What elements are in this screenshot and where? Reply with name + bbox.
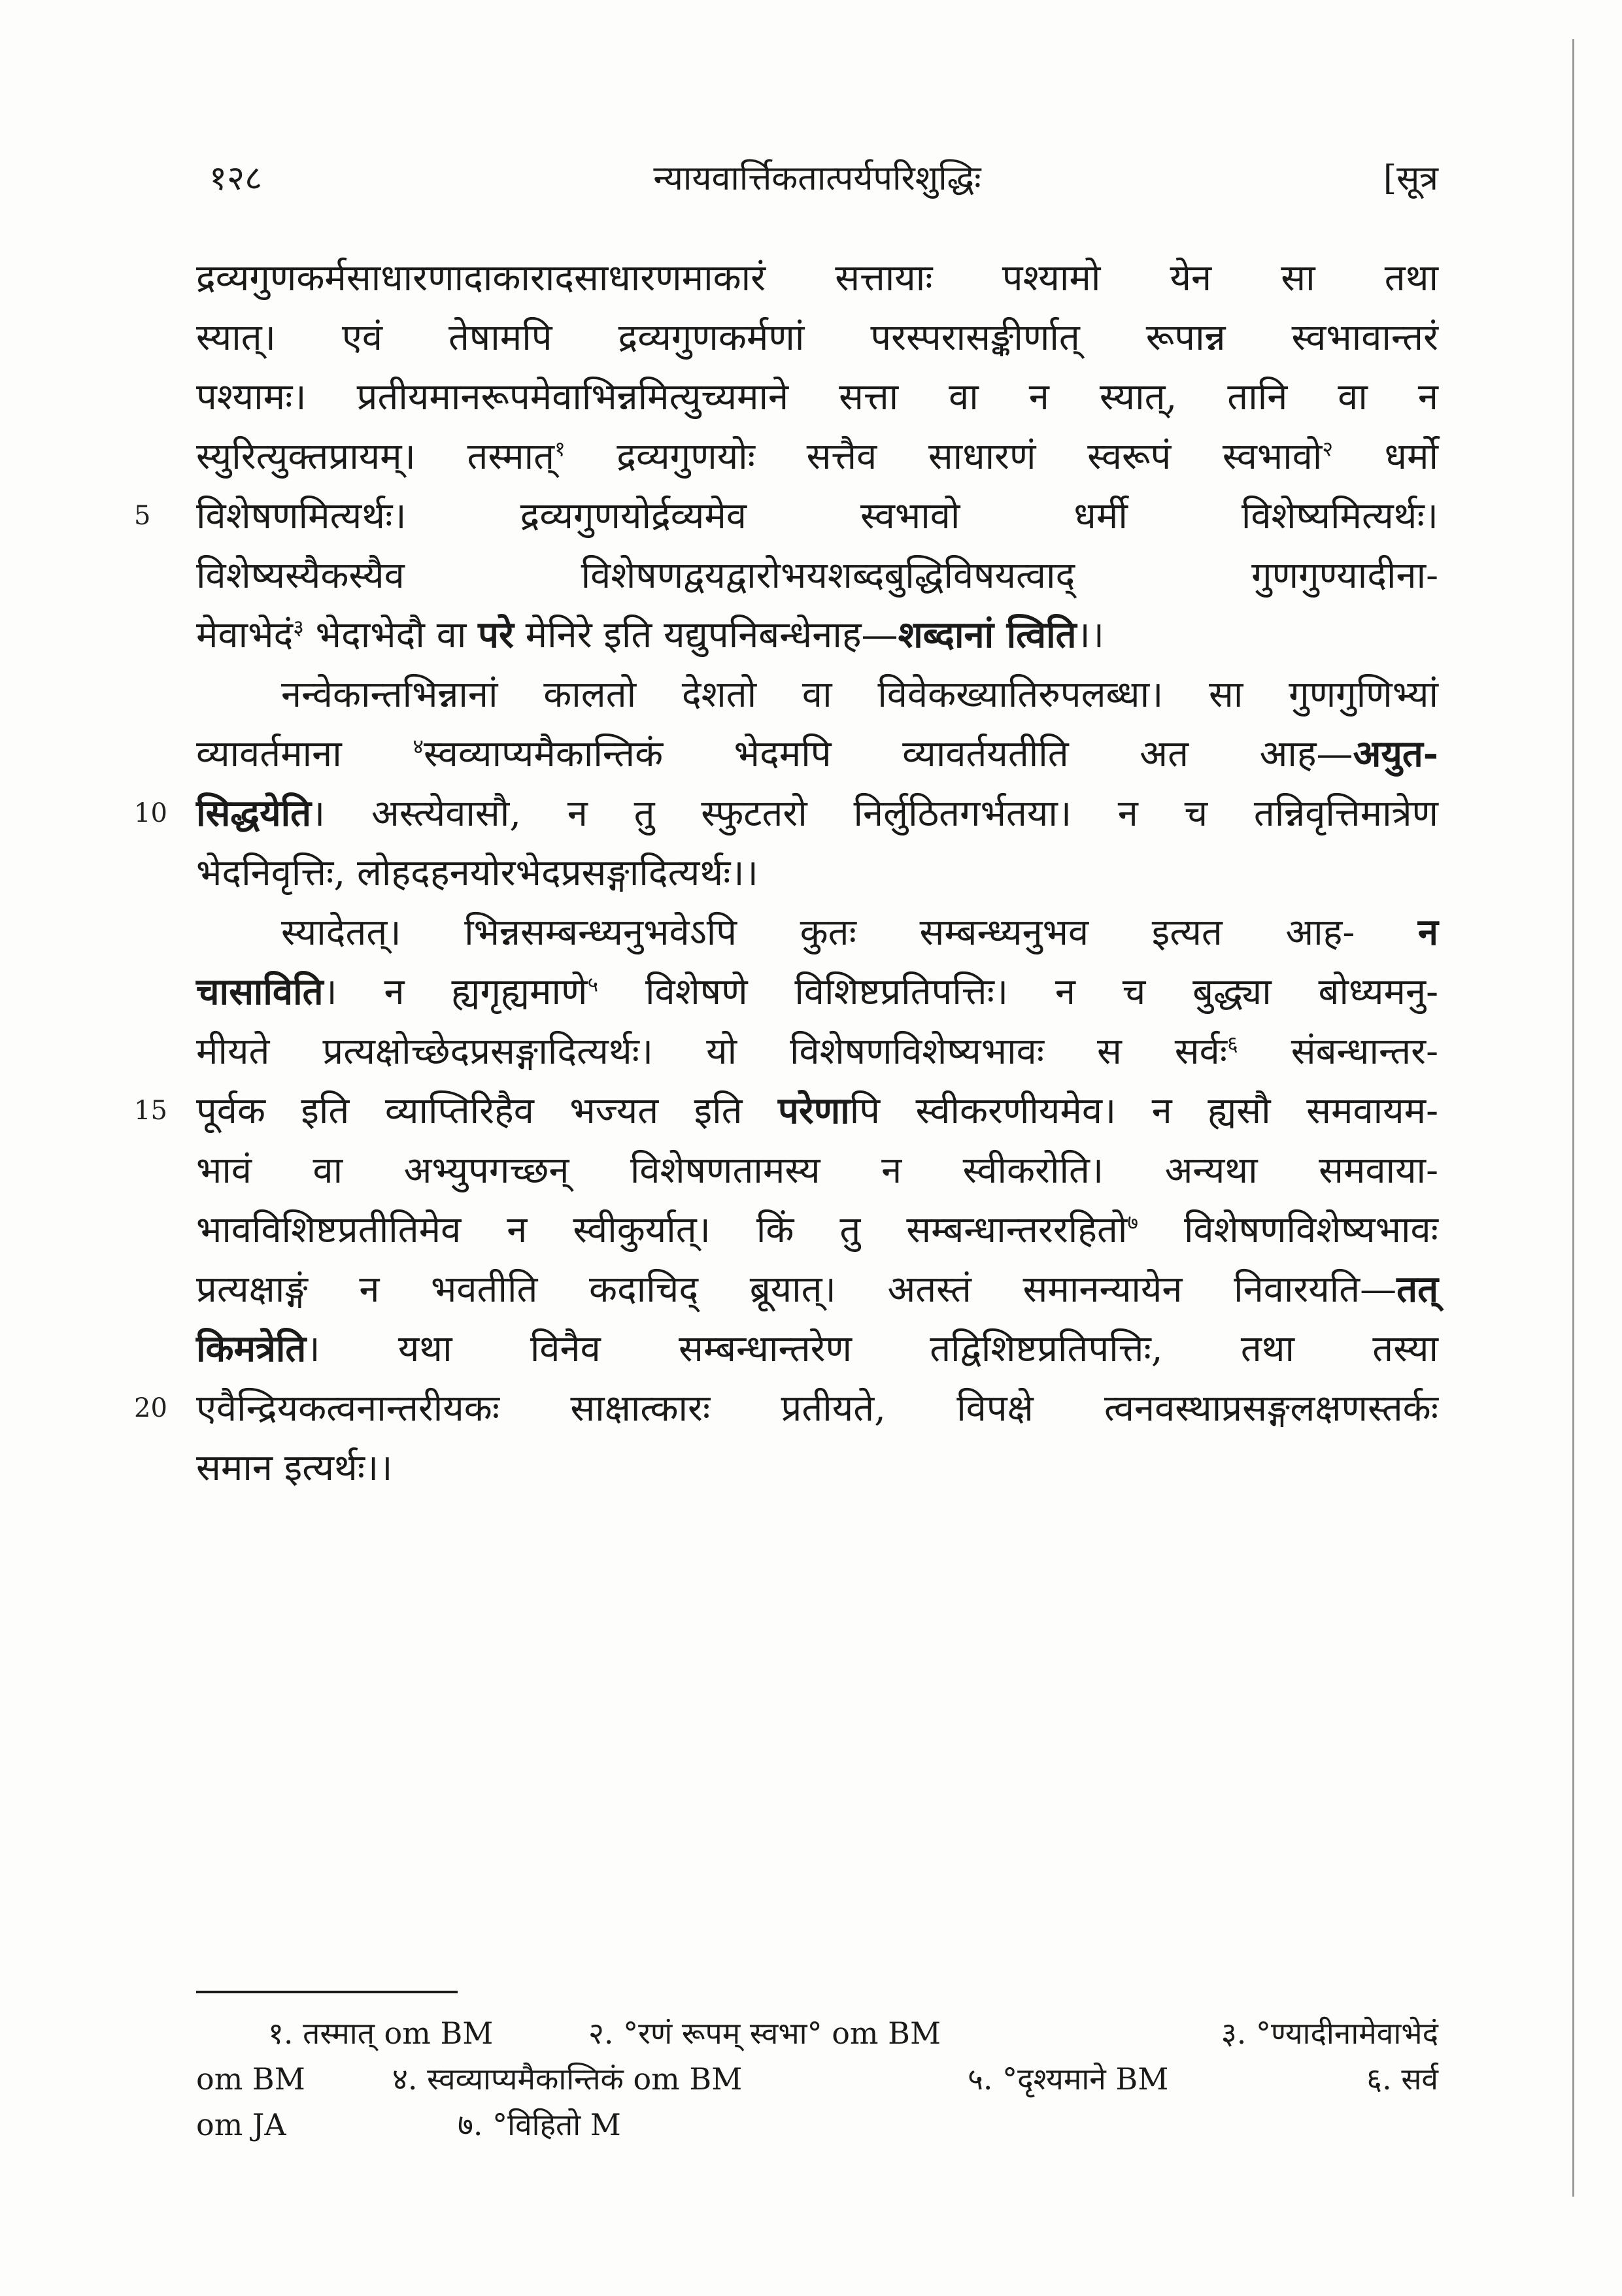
text-line [196, 1260, 1438, 1319]
text-span: समान इत्यर्थः।। [196, 1447, 393, 1489]
text-line [134, 486, 1438, 546]
text-span: स्वव्याप्यमैकान्तिकं भेदमपि व्यावर्तयतीति अत आह— [424, 733, 1353, 775]
text-line [196, 1022, 1438, 1081]
text-span: । अस्त्येवासौ, न तु स्फुटतरो निर्लुठितगर्भतया। न च तन्निवृत्तिमात्रेण [311, 792, 1438, 835]
text-span: विशेषणे विशिष्टप्रतिपत्तिः। न च बुद्ध्या बोध्यमनु- [598, 971, 1438, 1013]
footnote-entry: ७. °विहितो M [458, 2107, 621, 2142]
section-label: [सूत्र [1383, 159, 1438, 198]
text-span: प्रत्यक्षाङ्गं न भवतीति कदाचिद् ब्रूयात्। अतस्तं समानन्यायेन निवारयति— [196, 1268, 1397, 1311]
text-line [134, 784, 1438, 843]
text-line [196, 308, 1438, 367]
footnote-entry: om BM [196, 2061, 305, 2097]
line-number: 20 [134, 1393, 167, 1423]
text-span: पि स्वीकरणीयमेव। न ह्यसौ समवायम- [849, 1090, 1439, 1132]
footnote-marker: १ [554, 436, 566, 462]
text-line [196, 367, 1438, 427]
text-line [134, 1081, 1439, 1141]
page-edge-line [1572, 39, 1574, 2197]
text-line [196, 546, 1438, 605]
text-span: संबन्धान्तर- [1238, 1030, 1438, 1073]
text-span: भेदनिवृत्तिः, लोहदहनयोरभेदप्रसङ्गादित्यर्थः।। [196, 852, 758, 894]
main-text [134, 248, 1439, 1498]
text-span: स्यात्। एवं तेषामपि द्रव्यगुणकर्मणां परस्परासङ्कीर्णात् रूपान्न स्वभावान्तरं [196, 316, 1438, 359]
text-span: पश्यामः। प्रतीयमानरूपमेवाभिन्नमित्युच्यमाने सत्ता वा न स्यात्, तानि वा न [196, 376, 1438, 418]
text-line [196, 1438, 1438, 1498]
text-line [196, 1141, 1438, 1200]
text-line [196, 605, 1438, 665]
bold-lemma: सिद्धयेति [196, 792, 312, 835]
footnote-marker: ५ [587, 971, 599, 997]
text-span: मेवाभेदं [196, 614, 294, 656]
bold-lemma: किमत्रेति [196, 1327, 307, 1370]
bold-lemma: न [1417, 911, 1438, 954]
text-span: मेनिरे इति यद्युपनिबन्धेनाह— [513, 614, 898, 656]
text-line [196, 1319, 1438, 1379]
text-line [196, 962, 1438, 1022]
text-span: धर्मो [1333, 435, 1439, 478]
text-span: विशेष्यस्यैकस्यैव विशेषणद्वयद्वारोभयशब्दबुद्धिविषयत्वाद् गुणगुण्यादीना- [196, 554, 1438, 597]
running-title: न्यायवार्त्तिकतात्पर्यपरिशुद्धिः [653, 159, 981, 198]
footnote-entry: om JA [196, 2107, 286, 2142]
text-line [196, 665, 1438, 724]
footnote-marker: ७ [1127, 1209, 1139, 1235]
bold-lemma: शब्दानां त्विति [898, 613, 1077, 656]
text-line [196, 843, 1438, 903]
text-line [196, 248, 1438, 308]
page-number: १२८ [209, 159, 263, 198]
bold-lemma: चासाविति [196, 970, 324, 1013]
text-span: द्रव्यगुणकर्मसाधारणादाकारादसाधारणमाकारं सत्तायाः पश्यामो येन सा तथा [196, 257, 1438, 299]
footnotes [196, 2010, 1438, 2148]
text-span: पूर्वक इति व्याप्तिरिहैव भज्यत इति [196, 1090, 779, 1132]
text-span: विशेषणमित्यर्थः। द्रव्यगुणयोर्द्रव्यमेव स्वभावो धर्मी विशेष्यमित्यर्थः। [196, 495, 1438, 537]
text-line [196, 1200, 1438, 1260]
text-line [196, 724, 1438, 784]
footnote-entry: १. तस्मात् om BM [268, 2016, 494, 2051]
footnote-entry: ४. स्वव्याप्यमैकान्तिकं om BM [392, 2061, 743, 2097]
bold-lemma: तत् [1396, 1268, 1438, 1311]
line-number: 10 [134, 798, 167, 828]
running-header [196, 147, 1438, 206]
text-span: मीयते प्रत्यक्षोच्छेदप्रसङ्गादित्यर्थः। यो विशेषणविशेष्यभावः स सर्वः [196, 1030, 1228, 1073]
bold-lemma: परे [478, 613, 514, 656]
text-span: नन्वेकान्तभिन्नानां कालतो देशतो वा विवेकख्यातिरुपलब्धा। सा गुणगुणिभ्यां [281, 673, 1438, 716]
footnote-entry: ६. सर्व [1366, 2061, 1438, 2097]
text-span: विशेषणविशेष्यभावः [1138, 1209, 1438, 1251]
text-line [196, 903, 1438, 962]
text-span: व्यावर्तमाना [196, 733, 413, 775]
text-span: एवैन्द्रियकत्वनान्तरीयकः साक्षात्कारः प्रतीयते, विपक्षे त्वनवस्थाप्रसङ्गलक्षणस्तर्कः [196, 1387, 1438, 1430]
footnote-line [196, 2056, 1438, 2102]
text-span: स्युरित्युक्तप्रायम्। तस्मात् [196, 435, 555, 478]
bold-lemma: अयुत- [1353, 732, 1438, 775]
text-span: भेदाभेदौ वा [303, 614, 479, 656]
text-span: भावं वा अभ्युपगच्छन् विशेषणतामस्य न स्वीकरोति। अन्यथा समवाया- [196, 1149, 1438, 1192]
text-line [196, 427, 1438, 486]
footnote-marker: ४ [413, 734, 424, 759]
footnote-entry: ३. °ण्यादीनामेवाभेदं [1221, 2016, 1438, 2051]
footnote-marker: २ [1322, 436, 1333, 462]
text-span: । न ह्यगृह्यमाणे [323, 971, 588, 1013]
text-line [134, 1379, 1438, 1438]
text-span: ।। [1076, 614, 1104, 656]
footnote-rule [196, 1991, 458, 1993]
text-span: स्यादेतत्। भिन्नसम्बन्ध्यनुभवेऽपि कुतः सम्बन्ध्यनुभव इत्यत आह- [281, 911, 1418, 954]
bold-lemma: परेणा [778, 1089, 850, 1132]
text-span: । यथा विनैव सम्बन्धान्तरेण तद्विशिष्टप्रतिपत्तिः, तथा तस्या [306, 1328, 1438, 1370]
footnote-line [196, 2102, 1438, 2148]
text-span: भावविशिष्टप्रतीतिमेव न स्वीकुर्यात्। किं तु सम्बन्धान्तररहितो [196, 1209, 1128, 1251]
footnote-marker: ३ [293, 615, 304, 640]
line-number: 15 [134, 1096, 167, 1126]
footnote-entry: ५. °दृश्यमाने BM [968, 2061, 1169, 2097]
line-number: 5 [134, 501, 151, 531]
text-span: द्रव्यगुणयोः सत्तैव साधारणं स्वरूपं स्वभावो [565, 435, 1323, 478]
footnote-line [196, 2010, 1438, 2056]
footnote-marker: ६ [1227, 1031, 1238, 1056]
footnote-entry: २. °रणं रूपम् स्वभा° om BM [588, 2016, 941, 2051]
